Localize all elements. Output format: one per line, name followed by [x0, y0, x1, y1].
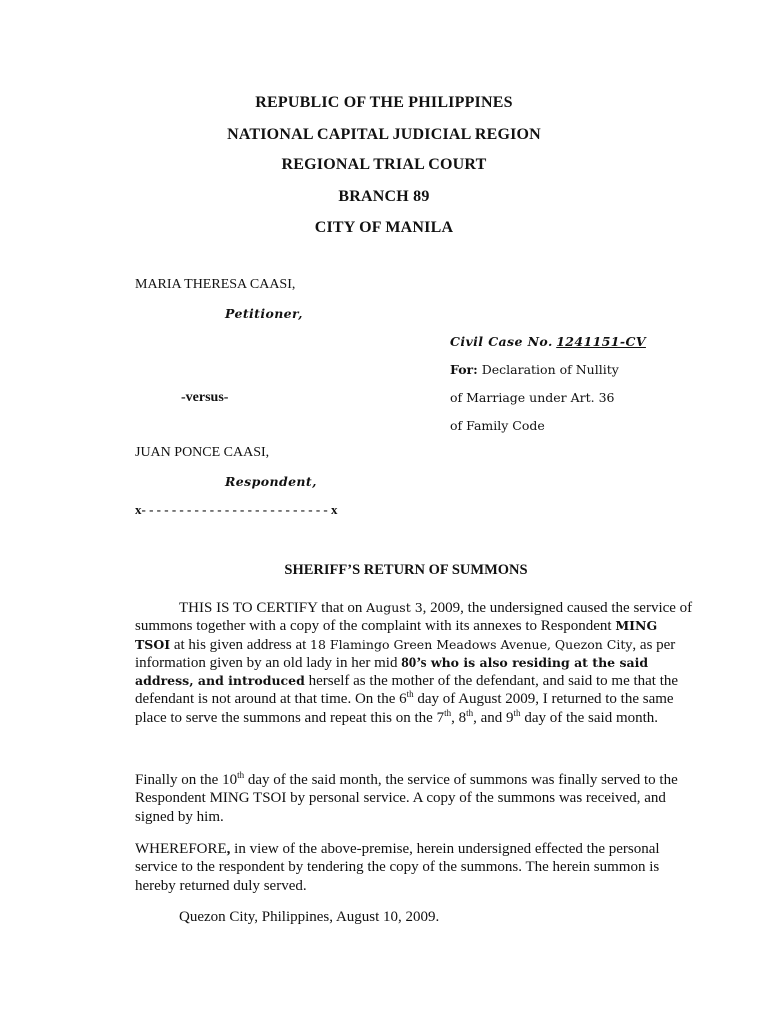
- paragraph-certify: THIS IS TO CERTIFY that on August 3, 2009, the undersigned caused the service of summons together with a copy of the complaint with its annexes to Respondent MING TSOI at his given address at 18 Flamingo Green Meadows Avenue, Quezon City, as per information given by an old lady in her mid 80’s who is also residing at the said address, and introduced herself as the mother of the defendant, and said to me that the defendant is not around at that time. On the 6th day of August 2009, I returned to the same place to serve the summons and repeat this on the 7th, 8th, and 9th day of the said month.: [135, 600, 693, 726]
- paragraph-wherefore: WHEREFORE, in view of the above-premise, herein undersigned effected the personal service to the respondent by tendering the copy of the summons. The herein summon is hereby returned duly served.: [135, 841, 660, 894]
- case-number-line: [450, 333, 646, 352]
- header-court: REGIONAL TRIAL COURT: [281, 156, 487, 173]
- caption-separator: x- - - - - - - - - - - - - - - - - - - - - - - - - x: [135, 502, 338, 517]
- document-title: SHERIFF’S RETURN OF SUMMONS: [284, 562, 528, 578]
- header-city: CITY OF MANILA: [314, 219, 454, 236]
- for-label: For:: [450, 362, 478, 377]
- respondent-name-inline: MING TSOI: [135, 618, 658, 652]
- header-republic: REPUBLIC OF THE PHILIPPINES: [255, 94, 513, 111]
- petitioner-role: Petitioner,: [225, 306, 303, 321]
- versus-label: -versus-: [181, 390, 229, 405]
- case-label: Civil Case No.: [450, 334, 553, 349]
- for-line-1: [450, 361, 619, 379]
- header-branch: BRANCH 89: [338, 188, 430, 205]
- paragraph-finally: Finally on the 10th day of the said month, the service of summons was finally served to the Respondent MING TSOI by personal service. A copy of the summons was received, and signed by him.: [135, 770, 678, 825]
- respondent-role: Respondent,: [225, 474, 317, 489]
- case-number: 1241151-CV: [556, 334, 646, 349]
- respondent-name: JUAN PONCE CAASI,: [135, 445, 270, 460]
- for-line-2: of Marriage under Art. 36: [450, 390, 615, 405]
- petitioner-name: MARIA THERESA CAASI,: [135, 277, 296, 292]
- header-region: NATIONAL CAPITAL JUDICIAL REGION: [227, 126, 541, 143]
- for-text-1: Declaration of Nullity: [481, 362, 619, 377]
- closing-line: Quezon City, Philippines, August 10, 2009.: [179, 909, 440, 925]
- for-line-3: of Family Code: [450, 418, 545, 433]
- address-inline: 18 Flamingo Green Meadows Avenue, Quezon City: [310, 636, 633, 652]
